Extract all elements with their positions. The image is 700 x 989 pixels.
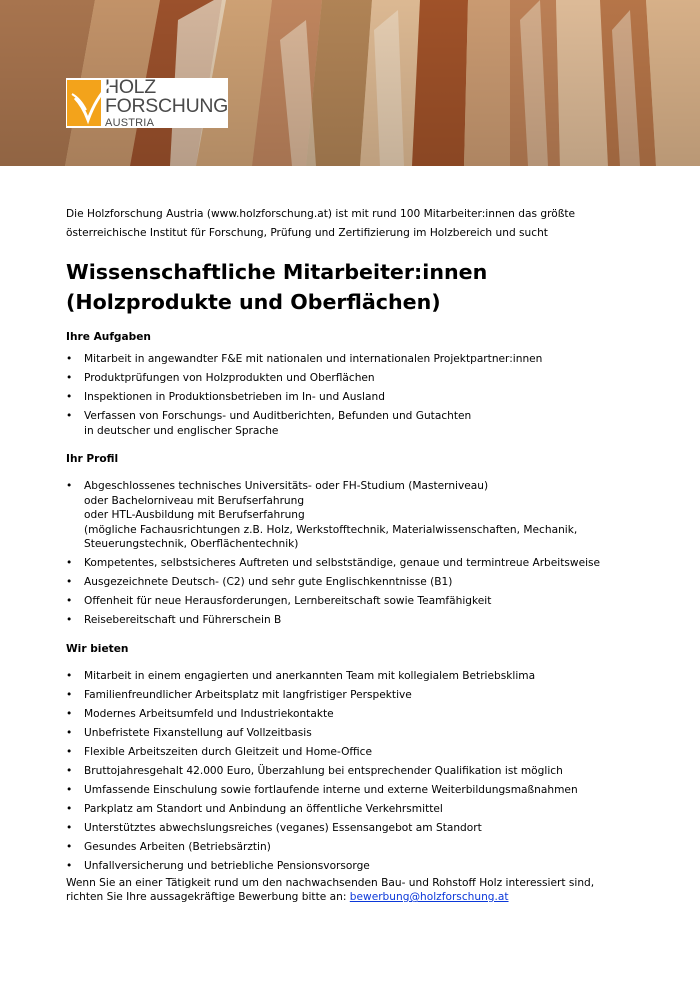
aufgaben-list [66,352,626,438]
closing-paragraph [66,876,626,905]
list-item [66,556,626,571]
bieten-list [66,669,626,874]
list-item [66,821,626,836]
bullet-icon: • [66,557,73,569]
bullet-icon: • [66,726,73,739]
list-item-text: Umfassende Einschulung sowie fortlaufende interne und externe Weiterbildungsmaßnahmen [84,783,578,796]
list-item [66,594,626,609]
bullet-icon: • [66,614,73,626]
bullet-icon: • [66,840,73,853]
list-item-text: Inspektionen in Produktionsbetrieben im In- und Ausland [84,391,385,403]
list-item [66,707,626,722]
list-item-text: oder Bachelorniveau mit Berufserfahrung [84,494,305,507]
list-item [66,669,626,684]
bullet-icon: • [66,783,73,796]
list-item-text: Parkplatz am Standort und Anbindung an öffentliche Verkehrsmittel [84,802,443,815]
list-item [66,859,626,874]
list-item-text: Familienfreundlicher Arbeitsplatz mit langfristiger Perspektive [84,688,412,701]
bullet-icon: • [66,688,73,701]
bullet-icon: • [66,859,73,872]
list-item-text: Flexible Arbeitszeiten durch Gleitzeit und Home-Office [84,745,372,758]
bullet-icon: • [66,353,73,365]
list-item-text: Mitarbeit in angewandter F&E mit nationalen und internationalen Projektpartner:innen [84,353,543,365]
list-item [66,613,626,628]
list-item [66,479,626,552]
bullet-icon: • [66,576,73,588]
list-item-text: Reisebereitschaft und Führerschein B [84,614,282,626]
list-item [66,409,626,438]
holzforschung-austria-logo [66,75,228,129]
intro-line-1: Die Holzforschung Austria (www.holzforschung.at) ist mit rund 100 Mitarbeiter:innen das größte [66,208,576,220]
list-item [66,802,626,817]
logo-text-holz: HOLZ [105,75,156,98]
list-item-text: Gesundes Arbeiten (Betriebsärztin) [84,840,271,853]
list-item-text: Unbefristete Fixanstellung auf Vollzeitbasis [84,726,312,739]
list-item [66,371,626,386]
job-title [66,257,626,317]
job-title-line-1: Wissenschaftliche Mitarbeiter:innen [66,260,488,284]
section-heading-aufgaben: Ihre Aufgaben [66,331,151,343]
list-item-text: oder HTL-Ausbildung mit Berufserfahrung [84,509,305,521]
list-item [66,840,626,855]
bullet-icon: • [66,410,73,422]
list-item-text: Unterstütztes abwechslungsreiches (veganes) Essensangebot am Standort [84,821,482,834]
list-item [66,745,626,760]
logo-mark-icon [67,80,101,126]
closing-line-1: Wenn Sie an einer Tätigkeit rund um den nachwachsenden Bau- und Rohstoff Holz interessiert sind, [66,876,595,889]
intro-line-2: österreichische Institut für Forschung, Prüfung und Zertifizierung im Holzbereich und sucht [66,227,548,239]
bullet-icon: • [66,480,73,492]
list-item-text: (mögliche Fachausrichtungen z.B. Holz, Werkstofftechnik, Materialwissenschaften, Mechanik, [84,523,578,536]
list-item-text: Modernes Arbeitsumfeld und Industriekontakte [84,707,334,720]
job-posting-content [66,205,626,905]
closing-line-2: richten Sie Ihre aussagekräftige Bewerbung bitte an: [66,891,350,903]
bullet-icon: • [66,802,73,815]
application-email-link[interactable]: bewerbung@holzforschung.at [349,891,509,903]
logo-text-austria: AUSTRIA [105,116,155,129]
bullet-icon: • [66,764,73,777]
list-item [66,726,626,741]
list-item [66,575,626,590]
list-item-text: Bruttojahresgehalt 42.000 Euro, Überzahlung bei entsprechender Qualifikation ist möglich [84,764,563,777]
list-item [66,352,626,367]
list-item-text: Produktprüfungen von Holzprodukten und Oberflächen [84,372,375,384]
list-item-text: Kompetentes, selbstsicheres Auftreten und selbstständige, genaue und termintreue Arbeitsweise [84,557,601,569]
list-item-text: Mitarbeit in einem engagierten und anerkannten Team mit kollegialem Betriebsklima [84,669,536,682]
bullet-icon: • [66,745,73,758]
job-title-line-2: (Holzprodukte und Oberflächen) [66,290,441,314]
section-heading-profil: Ihr Profil [66,453,119,465]
list-item-text: in deutscher und englischer Sprache [84,424,279,437]
list-item [66,764,626,779]
intro-paragraph [66,205,626,243]
bullet-icon: • [66,707,73,720]
list-item-text: Abgeschlossenes technisches Universitäts- oder FH-Studium (Masterniveau) [84,480,489,492]
bullet-icon: • [66,821,73,834]
list-item [66,390,626,405]
list-item-text: Offenheit für neue Herausforderungen, Lernbereitschaft sowie Teamfähigkeit [84,595,492,607]
list-item-text: Verfassen von Forschungs- und Auditberichten, Befunden und Gutachten [84,410,472,422]
bullet-icon: • [66,372,73,384]
section-heading-bieten: Wir bieten [66,642,129,655]
header-wood-samples-image [0,0,700,166]
list-item-text: Ausgezeichnete Deutsch- (C2) und sehr gute Englischkenntnisse (B1) [84,576,453,588]
bullet-icon: • [66,391,73,403]
list-item [66,783,626,798]
profil-list [66,479,626,628]
bullet-icon: • [66,595,73,607]
list-item-text: Unfallversicherung und betriebliche Pensionsvorsorge [84,859,370,872]
bullet-icon: • [66,669,73,682]
list-item-text: Steuerungstechnik, Oberflächentechnik) [84,538,299,550]
list-item [66,688,626,703]
logo-text-forschung: FORSCHUNG [105,95,228,117]
